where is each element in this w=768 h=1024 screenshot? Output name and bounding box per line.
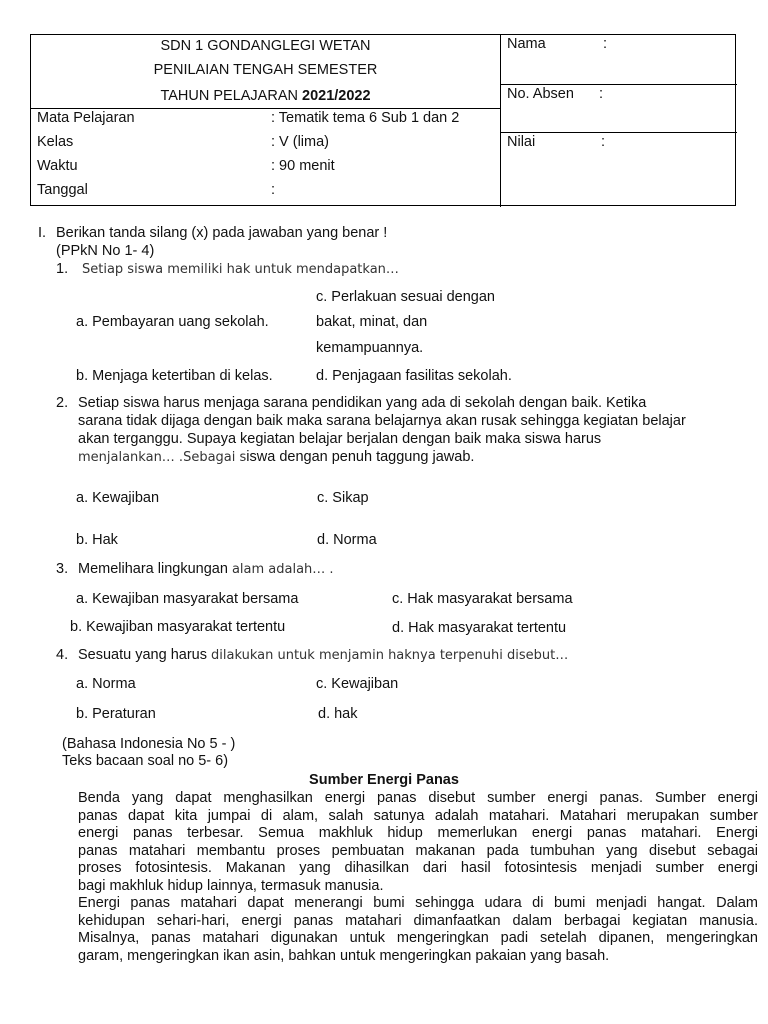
q4-number: 4. [56, 647, 69, 663]
section-subject-ppkn: (PPkN No 1- 4) [56, 243, 155, 259]
field-value-time: : 90 menit [271, 158, 335, 174]
reading-note: Teks bacaan soal no 5- 6) [62, 753, 229, 769]
q2-text-line4-start: menjalankan… .Sebagai s [78, 450, 247, 465]
field-label-date: Tanggal [37, 182, 88, 198]
passage-line: kehidupan sehari-hari, energi panas matahari dimanfaatkan dalam berbagai kegiatan manusia. [78, 912, 758, 929]
section-subject-bahasa: (Bahasa Indonesia No 5 - ) [62, 736, 236, 752]
field-colon-absen: : [599, 86, 604, 102]
field-colon-name: : [603, 36, 608, 52]
passage-paragraph-2 [78, 895, 758, 965]
section-numeral: I. [38, 225, 47, 241]
q2-text-line2: sarana tidak dijaga dengan baik maka sarana belajarnya akan rusak sehingga kegiatan belajar [78, 413, 686, 429]
q3-text-end: alam adalah… . [231, 562, 334, 577]
q4-option-d: d. hak [318, 706, 358, 722]
passage-line: panas dapat kita jumpai di alam, salah satunya adalah matahari. Matahari merupakan sumber [78, 807, 758, 824]
q1-number: 1. [56, 261, 69, 277]
q3-text [78, 561, 334, 577]
passage-paragraph-1 [78, 790, 758, 895]
passage-title: Sumber Energi Panas [309, 772, 459, 788]
q2-option-a: a. Kewajiban [76, 490, 160, 506]
q2-text-line3: akan terganggu. Supaya kegiatan belajar berjalan dengan baik maka siswa harus [78, 431, 602, 447]
field-label-score: Nilai [507, 134, 536, 150]
school-year-label: TAHUN PELAJARAN [160, 88, 302, 104]
passage-line: Misalnya, panas matahari digunakan untuk mengeringkan padi setelah dipanen, mengeringkan [78, 930, 758, 946]
field-label-subject: Mata Pelajaran [37, 110, 135, 126]
header-divider-left [31, 108, 500, 109]
q4-option-b: b. Peraturan [76, 706, 156, 722]
passage-line: panas matahari membantu proses pembuatan makanan pada tumbuhan yang disebut sebagai [78, 842, 758, 859]
section-instruction: Berikan tanda silang (x) pada jawaban yang benar ! [56, 225, 388, 241]
q3-option-a: a. Kewajiban masyarakat bersama [76, 591, 299, 607]
field-value-date: : [271, 182, 276, 198]
field-colon-score: : [601, 134, 606, 150]
header-table [30, 34, 736, 206]
field-label-name: Nama [507, 36, 546, 52]
q4-option-c: c. Kewajiban [316, 676, 399, 692]
passage-line: energi panas terbesar. Semua makhluk hidup memerlukan energi panas matahari. Energi [78, 825, 758, 841]
field-value-subject: : Tematik tema 6 Sub 1 dan 2 [271, 110, 460, 126]
q1-option-c-line2: bakat, minat, dan [316, 314, 428, 330]
field-label-time: Waktu [37, 158, 78, 174]
q3-number: 3. [56, 561, 69, 577]
passage-line: Energi panas matahari dapat menerangi bumi sehingga udara di bumi menjadi hangat. Dalam [78, 895, 758, 911]
q1-text: Setiap siswa memiliki hak untuk mendapatkan… [82, 262, 399, 277]
field-label-absen: No. Absen [507, 86, 574, 102]
passage-line: Benda yang dapat menghasilkan energi panas disebut sumber energi panas. Sumber energi [78, 790, 758, 806]
field-label-class: Kelas [37, 134, 74, 150]
header-divider-right-1 [500, 84, 737, 85]
q4-text-end: dilakukan untuk menjamin haknya terpenuhi disebut… [211, 648, 569, 663]
q4-text [78, 647, 568, 663]
q2-text-line4-end: iswa dengan penuh taggung jawab. [246, 449, 475, 465]
q1-option-d: d. Penjagaan fasilitas sekolah. [316, 368, 512, 384]
field-value-class: : V (lima) [271, 134, 329, 150]
q2-option-b: b. Hak [76, 532, 118, 548]
exam-title: PENILAIAN TENGAH SEMESTER [153, 62, 378, 78]
q2-text-line4 [78, 449, 474, 465]
q2-option-c: c. Sikap [317, 490, 369, 506]
q4-text-start: Sesuatu yang harus [78, 647, 212, 663]
school-year-value: 2021/2022 [302, 88, 371, 104]
q3-option-c: c. Hak masyarakat bersama [392, 591, 573, 607]
q2-number: 2. [56, 395, 69, 411]
header-divider-right-2 [500, 132, 737, 133]
q3-option-d: d. Hak masyarakat tertentu [392, 620, 567, 636]
q3-text-start: Memelihara lingkungan [78, 561, 232, 577]
q1-option-c-line1: c. Perlakuan sesuai dengan [316, 289, 495, 305]
passage-line: bagi makhluk hidup lainnya, termasuk manusia. [78, 877, 384, 894]
header-divider-vertical [500, 35, 501, 207]
q4-option-a: a. Norma [76, 676, 136, 692]
passage-line: proses fotosintesis. Makanan yang dihasilkan dari hasil fotosintesis menjadi sumber energi [78, 860, 758, 876]
q3-option-b: b. Kewajiban masyarakat tertentu [70, 619, 286, 635]
school-name: SDN 1 GONDANGLEGI WETAN [160, 38, 371, 54]
q1-option-c-line3: kemampuannya. [316, 340, 424, 356]
q1-option-b: b. Menjaga ketertiban di kelas. [76, 368, 273, 384]
school-year [31, 88, 500, 104]
q1-option-a: a. Pembayaran uang sekolah. [76, 314, 269, 330]
q2-text-line1: Setiap siswa harus menjaga sarana pendidikan yang ada di sekolah dengan baik. Ketika [78, 395, 647, 411]
passage-line: garam, mengeringkan ikan asin, bahkan untuk mengeringkan pakaian yang basah. [78, 947, 610, 964]
q2-option-d: d. Norma [317, 532, 377, 548]
